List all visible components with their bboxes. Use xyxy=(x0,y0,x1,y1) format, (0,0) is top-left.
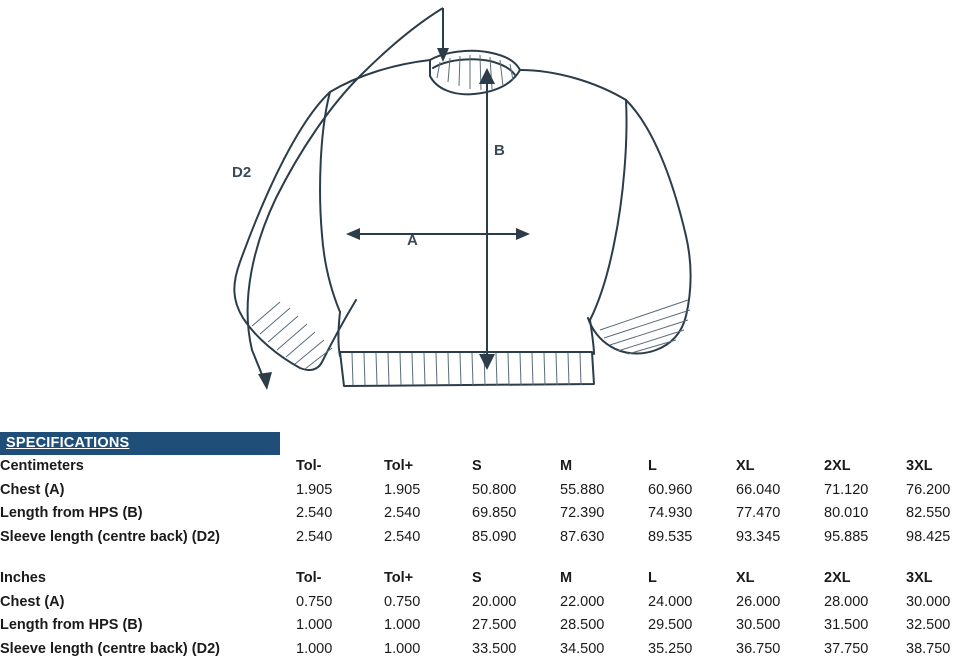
row-label-cm-length: Length from HPS (B) xyxy=(0,502,296,526)
cell-cm-length-m: 72.390 xyxy=(560,502,648,526)
col-header-in-tol-plus: Tol+ xyxy=(384,567,472,591)
col-header-cm-m: M xyxy=(560,455,648,479)
measure-line-d2 xyxy=(248,8,449,390)
left-cuff-ribbing xyxy=(252,302,332,369)
measure-line-a xyxy=(346,228,530,240)
cell-cm-length-tol-minus: 2.540 xyxy=(296,502,384,526)
cell-cm-length-xl: 77.470 xyxy=(736,502,824,526)
right-cuff-ribbing xyxy=(600,300,690,354)
col-header-in-s: S xyxy=(472,567,560,591)
col-header-cm-tol-plus: Tol+ xyxy=(384,455,472,479)
cell-in-length-l: 29.500 xyxy=(648,614,736,638)
cell-in-length-3xl: 32.500 xyxy=(906,614,960,638)
specifications-section xyxy=(0,432,960,661)
measure-label-a: A xyxy=(407,232,418,249)
col-header-in-2xl: 2XL xyxy=(824,567,906,591)
cell-in-chest-3xl: 30.000 xyxy=(906,591,960,615)
cell-cm-chest-tol-plus: 1.905 xyxy=(384,479,472,503)
cell-in-sleeve-xl: 36.750 xyxy=(736,638,824,661)
table-spacer-cell xyxy=(0,549,960,567)
col-header-in-m: M xyxy=(560,567,648,591)
table-row xyxy=(0,526,960,550)
cell-in-sleeve-3xl: 38.750 xyxy=(906,638,960,661)
table-row xyxy=(0,591,960,615)
cell-cm-sleeve-l: 89.535 xyxy=(648,526,736,550)
cell-in-length-2xl: 31.500 xyxy=(824,614,906,638)
cell-in-length-s: 27.500 xyxy=(472,614,560,638)
row-label-in-chest: Chest (A) xyxy=(0,591,296,615)
col-header-cm-l: L xyxy=(648,455,736,479)
cell-in-chest-s: 20.000 xyxy=(472,591,560,615)
sweatshirt-outline xyxy=(234,51,690,386)
cell-in-chest-l: 24.000 xyxy=(648,591,736,615)
col-header-in-3xl: 3XL xyxy=(906,567,960,591)
cell-cm-chest-2xl: 71.120 xyxy=(824,479,906,503)
cell-in-sleeve-2xl: 37.750 xyxy=(824,638,906,661)
hem-ribbing xyxy=(352,353,581,385)
cell-cm-sleeve-3xl: 98.425 xyxy=(906,526,960,550)
cell-cm-chest-xl: 66.040 xyxy=(736,479,824,503)
col-header-in-tol-minus: Tol- xyxy=(296,567,384,591)
cell-in-sleeve-m: 34.500 xyxy=(560,638,648,661)
cell-in-chest-2xl: 28.000 xyxy=(824,591,906,615)
row-label-in-sleeve: Sleeve length (centre back) (D2) xyxy=(0,638,296,661)
col-header-cm-2xl: 2XL xyxy=(824,455,906,479)
cell-in-sleeve-s: 33.500 xyxy=(472,638,560,661)
cell-cm-chest-l: 60.960 xyxy=(648,479,736,503)
col-header-in-xl: XL xyxy=(736,567,824,591)
cell-in-chest-tol-minus: 0.750 xyxy=(296,591,384,615)
cell-in-sleeve-l: 35.250 xyxy=(648,638,736,661)
col-header-cm-xl: XL xyxy=(736,455,824,479)
measure-label-b: B xyxy=(494,142,505,159)
table-row xyxy=(0,638,960,661)
cell-cm-sleeve-m: 87.630 xyxy=(560,526,648,550)
cell-in-sleeve-tol-minus: 1.000 xyxy=(296,638,384,661)
row-label-in-length: Length from HPS (B) xyxy=(0,614,296,638)
cell-cm-chest-tol-minus: 1.905 xyxy=(296,479,384,503)
cell-in-chest-tol-plus: 0.750 xyxy=(384,591,472,615)
cell-cm-sleeve-tol-plus: 2.540 xyxy=(384,526,472,550)
cell-in-length-xl: 30.500 xyxy=(736,614,824,638)
col-header-in-l: L xyxy=(648,567,736,591)
cell-in-chest-m: 22.000 xyxy=(560,591,648,615)
table-row xyxy=(0,479,960,503)
col-header-cm-tol-minus: Tol- xyxy=(296,455,384,479)
table-header-row-cm xyxy=(0,455,960,479)
specifications-table xyxy=(0,455,960,661)
cell-cm-length-tol-plus: 2.540 xyxy=(384,502,472,526)
cell-cm-length-s: 69.850 xyxy=(472,502,560,526)
table-row xyxy=(0,502,960,526)
cell-in-length-m: 28.500 xyxy=(560,614,648,638)
table-row xyxy=(0,614,960,638)
specifications-title: SPECIFICATIONS xyxy=(0,432,280,455)
table-spacer-row xyxy=(0,549,960,567)
measure-label-d2: D2 xyxy=(232,164,251,181)
cell-in-length-tol-minus: 1.000 xyxy=(296,614,384,638)
cell-cm-sleeve-s: 85.090 xyxy=(472,526,560,550)
measure-line-b xyxy=(479,68,495,370)
cell-cm-sleeve-xl: 93.345 xyxy=(736,526,824,550)
unit-header-cm: Centimeters xyxy=(0,455,296,479)
cell-in-sleeve-tol-plus: 1.000 xyxy=(384,638,472,661)
cell-cm-sleeve-tol-minus: 2.540 xyxy=(296,526,384,550)
col-header-cm-s: S xyxy=(472,455,560,479)
cell-cm-length-3xl: 82.550 xyxy=(906,502,960,526)
row-label-cm-chest: Chest (A) xyxy=(0,479,296,503)
cell-cm-chest-3xl: 76.200 xyxy=(906,479,960,503)
table-header-row-in xyxy=(0,567,960,591)
cell-in-length-tol-plus: 1.000 xyxy=(384,614,472,638)
cell-cm-chest-m: 55.880 xyxy=(560,479,648,503)
row-label-cm-sleeve: Sleeve length (centre back) (D2) xyxy=(0,526,296,550)
unit-header-in: Inches xyxy=(0,567,296,591)
col-header-cm-3xl: 3XL xyxy=(906,455,960,479)
cell-cm-sleeve-2xl: 95.885 xyxy=(824,526,906,550)
cell-cm-chest-s: 50.800 xyxy=(472,479,560,503)
cell-in-chest-xl: 26.000 xyxy=(736,591,824,615)
cell-cm-length-l: 74.930 xyxy=(648,502,736,526)
cell-cm-length-2xl: 80.010 xyxy=(824,502,906,526)
